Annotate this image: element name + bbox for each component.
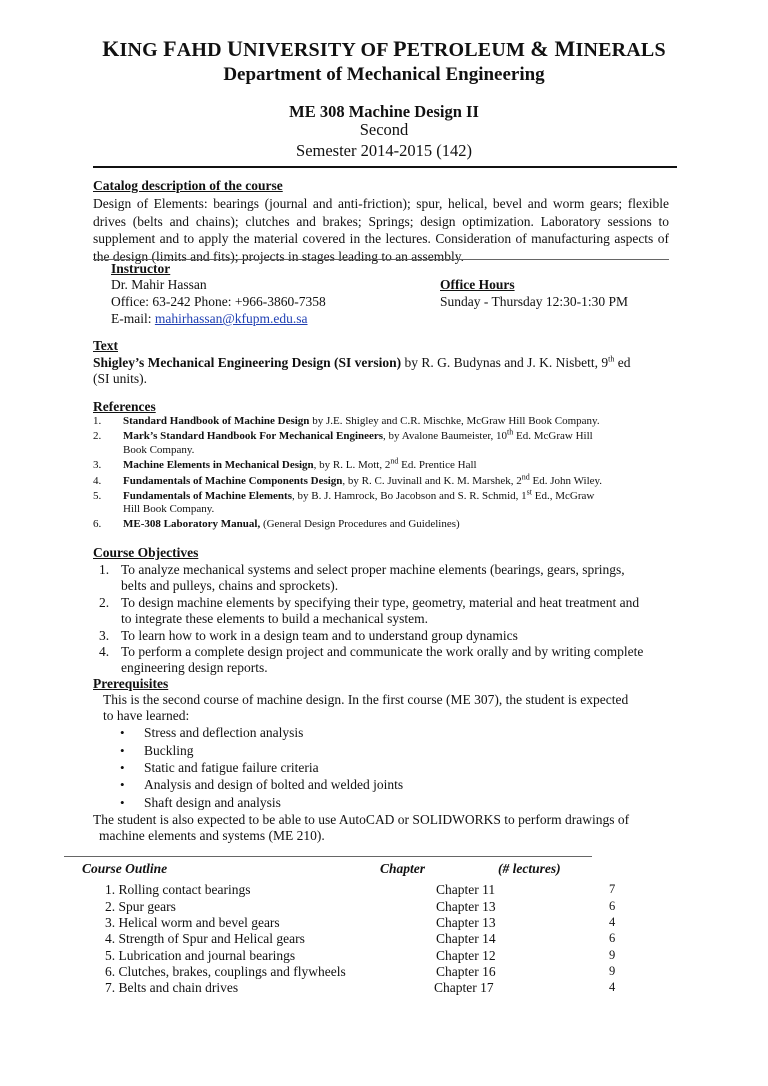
text-heading: Text bbox=[93, 338, 119, 353]
reference-item: Fundamentals of Machine Elements, by B. J. Hamrock, Bo Jacobson and S. R. Schmid, 1st Ed., McGraw bbox=[123, 487, 595, 502]
objective-number: 1. bbox=[99, 562, 110, 577]
prerequisites-intro: This is the second course of machine design. In the first course (ME 307), the student is expected bbox=[103, 692, 629, 707]
header-divider bbox=[93, 166, 677, 168]
objective-item-line2: engineering design reports. bbox=[121, 660, 268, 675]
outline-divider bbox=[64, 856, 592, 857]
reference-number: 5. bbox=[93, 490, 102, 502]
objective-item: To perform a complete design project and communicate the work orally and by writing complete bbox=[121, 644, 644, 659]
instructor-email-line: E-mail: mahirhassan@kfupm.edu.sa bbox=[111, 311, 308, 326]
outline-topic: 2. Spur gears bbox=[105, 899, 176, 914]
prerequisites-closing: The student is also expected to be able to use AutoCAD or SOLIDWORKS to perform drawings of bbox=[93, 812, 630, 827]
reference-number: 2. bbox=[93, 430, 102, 442]
department-name: Department of Mechanical Engineering bbox=[223, 64, 545, 85]
outline-topic: 7. Belts and chain drives bbox=[105, 980, 239, 995]
instructor-heading: Instructor bbox=[111, 261, 171, 276]
reference-item: Standard Handbook of Machine Design by J.E. Shigley and C.R. Mischke, McGraw Hill Book Company. bbox=[123, 415, 600, 427]
outline-chapter: Chapter 16 bbox=[436, 964, 496, 979]
prerequisite-item: Shaft design and analysis bbox=[144, 795, 281, 810]
catalog-description: Design of Elements: bearings (journal and anti-friction); spur, helical, bevel and worm gears; flexible drives (belts and chains); clutches and brakes; Springs; design optimization. Laboratory sessions to supplement and to apply the material covered in the lectures. Consideration of manufacturing aspects of the design (limits and fits); projects in stages leading to an assembly. bbox=[93, 196, 669, 264]
reference-number: 3. bbox=[93, 459, 102, 471]
outline-chapter: Chapter 13 bbox=[436, 899, 496, 914]
objective-item-line2: belts and pulleys, chains and sprockets). bbox=[121, 578, 339, 593]
outline-topic: 1. Rolling contact bearings bbox=[105, 882, 251, 897]
catalog-divider bbox=[93, 259, 669, 260]
outline-lectures: 9 bbox=[609, 964, 616, 978]
outline-heading: Course Outline bbox=[82, 861, 168, 876]
reference-item: ME-308 Laboratory Manual, (General Design Procedures and Guidelines) bbox=[123, 518, 460, 530]
prerequisites-heading: Prerequisites bbox=[93, 676, 169, 691]
objective-item: To learn how to work in a design team and to understand group dynamics bbox=[121, 628, 518, 643]
outline-topic: 5. Lubrication and journal bearings bbox=[105, 948, 296, 963]
reference-item: Machine Elements in Mechanical Design, by R. L. Mott, 2nd Ed. Prentice Hall bbox=[123, 456, 477, 471]
outline-topic: 3. Helical worm and bevel gears bbox=[105, 915, 280, 930]
outline-lectures: 6 bbox=[609, 899, 616, 913]
semester-line-1: Second bbox=[359, 120, 409, 139]
outline-chapter: Chapter 11 bbox=[436, 882, 496, 897]
reference-number: 1. bbox=[93, 415, 102, 427]
prerequisites-intro-line2: to have learned: bbox=[103, 708, 190, 723]
outline-lectures: 6 bbox=[609, 931, 616, 945]
outline-chapter: Chapter 12 bbox=[436, 948, 496, 963]
bullet-icon: • bbox=[120, 725, 125, 740]
reference-number: 6. bbox=[93, 518, 102, 530]
course-title: ME 308 Machine Design II bbox=[289, 102, 479, 121]
textbook-line: Shigley’s Mechanical Engineering Design (SI version) by R. G. Budynas and J. K. Nisbett, 9th ed bbox=[93, 354, 631, 370]
objective-number: 4. bbox=[99, 644, 110, 659]
reference-item-line2: Book Company. bbox=[123, 444, 195, 456]
outline-chapter-heading: Chapter bbox=[380, 861, 426, 876]
university-name: KING FAHD UNIVERSITY OF PETROLEUM & MINERALS bbox=[102, 36, 666, 61]
objectives-heading: Course Objectives bbox=[93, 545, 199, 560]
bullet-icon: • bbox=[120, 777, 125, 792]
outline-lectures-heading: (# lectures) bbox=[498, 861, 561, 876]
bullet-icon: • bbox=[120, 760, 125, 775]
prerequisite-item: Analysis and design of bolted and welded joints bbox=[144, 777, 404, 792]
objective-number: 2. bbox=[99, 595, 110, 610]
prerequisite-item: Static and fatigue failure criteria bbox=[144, 760, 319, 775]
reference-number: 4. bbox=[93, 475, 102, 487]
objective-item: To analyze mechanical systems and select proper machine elements (bearings, gears, springs, bbox=[121, 562, 625, 577]
instructor-email-link[interactable]: mahirhassan@kfupm.edu.sa bbox=[154, 311, 308, 326]
outline-lectures: 7 bbox=[609, 882, 616, 896]
office-hours-heading: Office Hours bbox=[440, 277, 515, 292]
reference-item: Fundamentals of Machine Components Design, by R. C. Juvinall and K. M. Marshek, 2nd Ed. John Wiley. bbox=[123, 472, 603, 487]
instructor-office: Office: 63-242 Phone: +966-3860-7358 bbox=[111, 294, 326, 309]
textbook-line-2: (SI units). bbox=[93, 371, 147, 386]
prerequisite-item: Buckling bbox=[144, 743, 194, 758]
objective-item-line2: to integrate these elements to build a mechanical system. bbox=[121, 611, 429, 626]
outline-lectures: 9 bbox=[609, 948, 616, 962]
objective-number: 3. bbox=[99, 628, 110, 643]
bullet-icon: • bbox=[120, 743, 125, 758]
catalog-heading: Catalog description of the course bbox=[93, 178, 283, 193]
outline-chapter: Chapter 17 bbox=[434, 980, 494, 995]
office-hours-value: Sunday - Thursday 12:30-1:30 PM bbox=[440, 294, 628, 309]
prerequisites-closing-line2: machine elements and systems (ME 210). bbox=[99, 828, 325, 843]
outline-lectures: 4 bbox=[609, 915, 616, 929]
bullet-icon: • bbox=[120, 795, 125, 810]
semester-line-2: Semester 2014-2015 (142) bbox=[296, 141, 472, 160]
references-heading: References bbox=[93, 399, 156, 414]
outline-lectures: 4 bbox=[609, 980, 616, 994]
prerequisite-item: Stress and deflection analysis bbox=[144, 725, 304, 740]
outline-topic: 6. Clutches, brakes, couplings and flywheels bbox=[105, 964, 346, 979]
reference-item: Mark’s Standard Handbook For Mechanical Engineers, by Avalone Baumeister, 10th Ed. McGraw Hill bbox=[123, 427, 593, 442]
outline-chapter: Chapter 13 bbox=[436, 915, 496, 930]
outline-chapter: Chapter 14 bbox=[436, 931, 496, 946]
outline-topic: 4. Strength of Spur and Helical gears bbox=[105, 931, 305, 946]
instructor-name: Dr. Mahir Hassan bbox=[111, 277, 207, 292]
reference-item-line2: Hill Book Company. bbox=[123, 503, 215, 515]
objective-item: To design machine elements by specifying their type, geometry, material and heat treatment and bbox=[121, 595, 640, 610]
